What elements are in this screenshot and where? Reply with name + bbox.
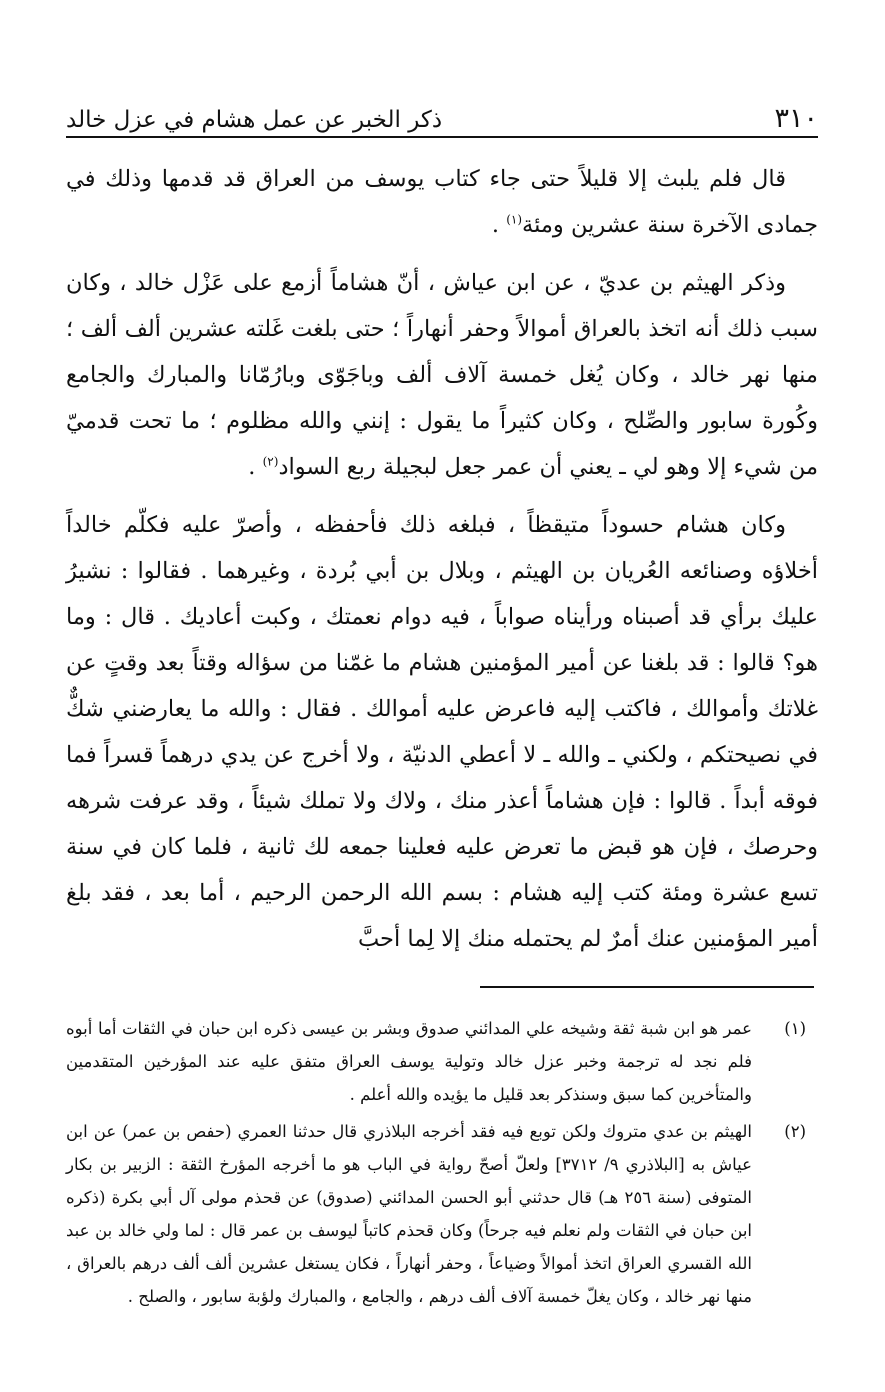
paragraph-text: وذكر الهيثم بن عديّ ، عن ابن عياش ، أنّ هشاماً أزمع على عَزْل خالد ، وكان سبب ذلك أنه اتخذ بالعراق أموالاً وحفر أنهاراً ؛ حتى بلغت غَلته عشرين ألف ألف ؛ منها نهر خالد ، وكان يُغل خمسة آلاف ألف وباجَوّى وبارُمّانا والمبارك والجامع وكُورة سابور والصِّلح ، وكان كثيراً ما يقول : إنني والله مظلوم ؛ ما تحت قدميّ من شيء إلا وهو لي ـ يعني أن عمر جعل لبجيلة ربع السواد — [66, 270, 818, 480]
running-title: ذكر الخبر عن عمل هشام في عزل خالد — [66, 107, 443, 133]
main-text — [66, 156, 818, 962]
footnote-divider — [480, 986, 814, 988]
paragraph-text: وكان هشام حسوداً متيقظاً ، فبلغه ذلك فأحفظه ، وأصرّ عليه فكلّم خالداً أخلاؤه وصنائعه العُريان بن الهيثم ، وبلال بن أبي بُردة ، وغيرهما . فقالوا : نشيرُ عليك برأي قد أصبناه ورأيناه صواباً ، فيه دوام نعمتك ، وكبت أعاديك . قال : وما هو؟ قالوا : قد بلغنا عن أمير المؤمنين هشام ما غمّنا من سؤاله وقتاً بعد وقتٍ عن غلاتك وأموالك ، فاكتب إليه فاعرض عليه أموالك . فقال : والله ما يعارضني شكٌّ في نصيحتكم ، ولكني ـ والله ـ لا أعطي الدنيّة ، ولا أخرج عن يدي درهماً قسراً فما فوقه أبداً . قالوا : فإن هشاماً أعذر منك ، ولاك ولا تملك شيئاً ، وقد عرفت شرهه وحرصك ، فإن هو قبض ما تعرض عليه فعلينا جمعه لك ثانية ، فلما كان في سنة تسع عشرة ومئة كتب إليه هشام : بسم الله الرحمن الرحيم ، أما بعد ، فقد بلغ أمير المؤمنين عنك أمرٌ لم يحتمله منك إلا لِما أحبَّ — [66, 512, 818, 952]
paragraph-2 — [66, 260, 818, 490]
footnote-number: (٢) — [784, 1122, 806, 1141]
footnote-number: (١) — [784, 1019, 806, 1038]
paragraph-3 — [66, 502, 818, 962]
paragraph-text: قال فلم يلبث إلا قليلاً حتى جاء كتاب يوسف من العراق قد قدمها وذلك في جمادى الآخرة سنة عشرين ومئة — [66, 166, 818, 238]
footnote-1 — [66, 1012, 818, 1111]
paragraph-end: . — [248, 454, 263, 480]
page-header — [66, 92, 818, 138]
page-number: ٣١٠ — [774, 103, 818, 134]
footnote-2 — [66, 1115, 818, 1313]
paragraph-1 — [66, 156, 818, 248]
footnote-text: الهيثم بن عدي متروك ولكن توبع فيه فقد أخرجه البلاذري قال حدثنا العمري (حفص بن عمر) عن ابن عياش به [البلاذري ٩/ ٣٧١٢] ولعلّ أصحّ رواية في الباب هو ما أخرجه المؤرخ الثقة : الزبير بن بكار المتوفى (سنة ٢٥٦ هـ) قال حدثني أبو الحسن المدائني (صدوق) عن قحذم مولى آل أبي بكرة (ذكره ابن حبان في الثقات ولم نعلم فيه جرحاً) وكان قحذم كاتباً ليوسف بن عمر قال : لما ولي خالد بن عبد الله القسري العراق اتخذ أموالاً وضياعاً ، وحفر أنهاراً ، فكان يستغل عشرين ألف ألف درهم بالعراق ، منها نهر خالد ، وكان يغلّ خمسة آلاف ألف درهم ، والجامع ، والمبارك ولؤبة سابور ، والصلح . — [66, 1122, 753, 1306]
book-page — [66, 92, 818, 1317]
paragraph-end: . — [491, 212, 507, 238]
footnotes — [66, 1012, 818, 1313]
footnote-text: عمر هو ابن شبة ثقة وشيخه علي المدائني صدوق وبشر بن عيسى ذكره ابن حبان في الثقات أما أبوه فلم نجد له ترجمة وخبر عزل خالد وتولية يوسف العراق متفق عليه عند المؤرخين المتقدمين والمتأخرين كما سبق وسنذكر بعد قليل ما يؤيده والله أعلم . — [66, 1019, 752, 1104]
footnote-ref-2: (٢) — [262, 454, 279, 469]
footnote-ref-1: (١) — [506, 212, 523, 227]
